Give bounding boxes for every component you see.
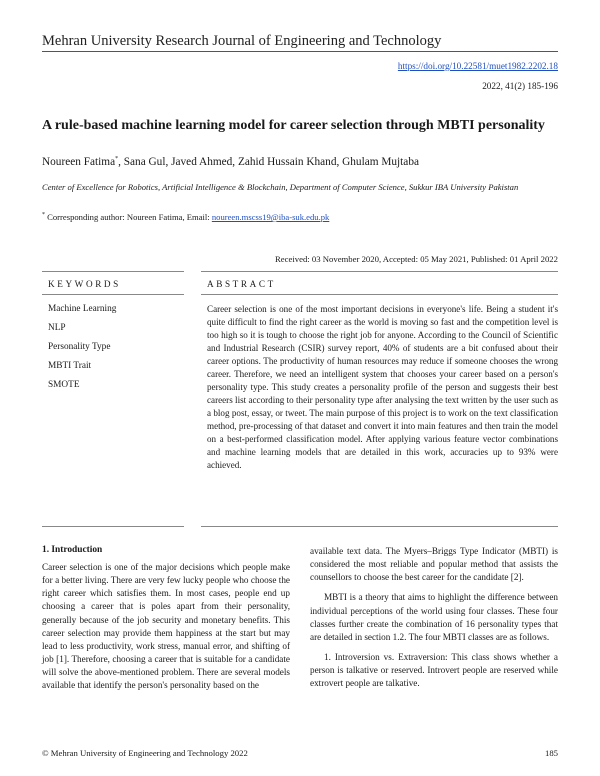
header-divider [42,51,558,52]
keywords-head-rule [42,294,184,295]
email-link[interactable]: noureen.mscss19@iba-suk.edu.pk [211,212,330,222]
abstract-top-rule [201,271,558,272]
keywords-bottom-rule [42,526,184,527]
abstract-head-rule [201,294,558,295]
keyword-item: SMOTE [48,380,80,390]
other-authors: , Sana Gul, Javed Ahmed, Zahid Hussain Khand, Ghulam Mujtaba [118,156,419,168]
keywords-heading: KEYWORDS [48,279,121,289]
article-title: A rule-based machine learning model for career selection through MBTI personality [42,118,545,133]
keyword-item: NLP [48,323,66,333]
keyword-item: MBTI Trait [48,361,92,371]
volume-info: 2022, 41(2) 185-196 [482,81,558,91]
body-right-column [310,545,558,698]
doi-link[interactable]: https://doi.org/10.22581/muet1982.2202.18 [397,61,558,71]
corresponding-label: Corresponding author: Noureen Fatima, Email: [47,212,212,222]
intro-paragraph-continued: available text data. The Myers–Briggs Type Indicator (MBTI) is considered the most reliable and popular method that assists the counsellors to choose the best career for the candidate [2]. [310,546,558,583]
journal-title: Mehran University Research Journal of Engineering and Technology [42,33,442,49]
corresponding-mark: * [115,156,119,163]
page-number: 185 [544,748,558,758]
abstract-text: Career selection is one of the most important decisions in everyone's life. Being a student it's quite difficult to find the right career as the world is moving so fast and the competition level is too high so it is tough to choose the right job for anyone. According to the Council of Scientific and Industrial Research (CSIR) survey report, 40% of students are a bit confused about their career options. The productivity of human resources may reduce if someone chooses the wrong career. Therefore, we need an intelligent system that chooses your career based on a person's personality type. This study creates a personality profile of the person and suggests their best careers list according to their personality type after analysing the text written by the user such as a blog post, essay, or tweet. The main purpose of this project is to work on the text classification method, pre-processing of that dataset and convert it into main features and then train the model on a best-performed classification model. After applying various feature vector combinations and machine learning models that are detailed in this work, accuracies up to 93% were achieved. [207,304,558,470]
abstract-heading: ABSTRACT [207,279,276,289]
intro-paragraph-left: Career selection is one of the major decisions which people make for a better living. There are very few lucky people who choose the right career which satisfies them. In most cases, people end up choosing a career that is poles apart from their personality, generally because of the job security and monetary benefits. This career selection may provide them happiness at the start but may lead to less productivity, work stress, manual error, and shifting of job [1]. Therefore, choosing a career that is suitable for a candidate will solve the above-mentioned problem. There are several models available that identify the person's personality based on the [42,562,290,691]
section-heading-introduction: 1. Introduction [42,545,103,555]
publication-dates: Received: 03 November 2020, Accepted: 05 May 2021, Published: 01 April 2022 [274,254,558,264]
keyword-list [48,303,116,398]
footer-copyright: © Mehran University of Engineering and Technology 2022 [42,748,248,758]
first-author: Noureen Fatima [42,156,116,168]
mbti-class-item: 1. Introversion vs. Extraversion: This class shows whether a person is talkative or reserved. Introvert people are reserved while extrovert people are talkative. [310,652,558,689]
corresponding-footnote-mark: * [42,212,45,219]
affiliation: Center of Excellence for Robotics, Artificial Intelligence & Blockchain, Department of Computer Science, Sukkur IBA University Pakistan [42,182,519,192]
keyword-item: Personality Type [48,342,111,352]
author-list [42,156,419,168]
mbti-paragraph: MBTI is a theory that aims to highlight the difference between individual perceptions of the world using four classes. These four classes further create the combination of 16 personality types that are detailed in section 1.2. The four MBTI classes are as follows. [310,592,558,642]
keywords-top-rule [42,271,184,272]
abstract-bottom-rule [201,526,558,527]
corresponding-author [42,212,329,222]
keyword-item: Machine Learning [48,304,117,314]
